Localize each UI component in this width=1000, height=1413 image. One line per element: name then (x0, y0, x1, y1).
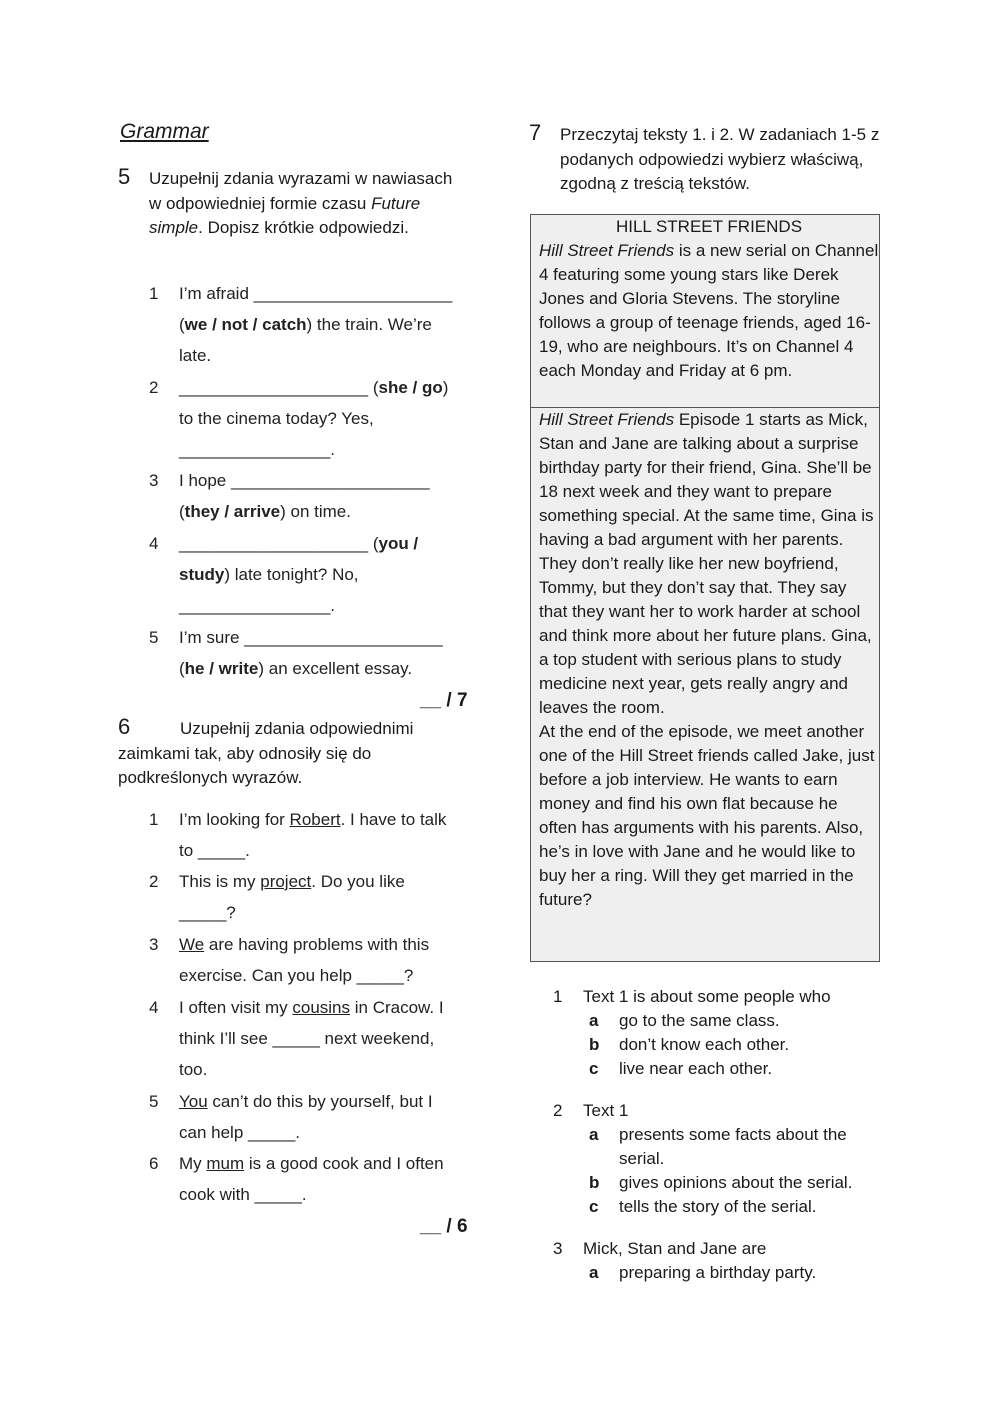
exercise-5-item: 1 I’m afraid _____________________ (we / not / catch) the train. We’re late. (149, 278, 479, 373)
exercise-6-score: __ / 6 (420, 1216, 468, 1237)
answer-option[interactable]: a presents some facts about the serial. (589, 1125, 847, 1168)
exercise-6-item: 2 This is my project. Do you like _____? (149, 866, 479, 930)
text-2-body-2: At the end of the episode, we meet another one of the Hill Street friends called Jake, just before a job interview. He wants to earn money and find his own flat because he often has arguments with his parents. Also, he’s in love with Jane and he would like to buy her a ring. Will they get married in the future? (539, 722, 875, 909)
text-1-box (530, 214, 880, 408)
text-2-box (530, 407, 880, 962)
exercise-7-number: 7 (529, 120, 542, 145)
item-line[interactable]: I hope _____________________ (179, 471, 430, 490)
item-line[interactable]: to _____. (179, 841, 250, 860)
question: 3 Mick, Stan and Jane are a preparing a birthday party. (553, 1239, 817, 1282)
item-line: too. (179, 1060, 208, 1079)
exercise-5-item: 5 I’m sure _____________________ (he / write) an excellent essay. (149, 622, 479, 686)
item-line: We are having problems with this (179, 935, 430, 954)
text-1-title: HILL STREET FRIENDS (615, 217, 803, 236)
section-heading: Grammar (120, 120, 209, 143)
item-line: I’m looking for Robert. I have to talk (179, 810, 447, 829)
item-line[interactable]: I’m sure _____________________ (179, 628, 443, 647)
item-line: I often visit my cousins in Cracow. I (179, 998, 444, 1017)
item-line: (we / not / catch) the train. We’re (179, 315, 432, 334)
exercise-5-item: 4 ____________________ (you / study) late tonight? No, ________________. (149, 528, 479, 623)
exercise-6-number: 6 (118, 714, 131, 739)
text-1-body: Hill Street Friends is a new serial on Channel 4 featuring some young stars like Derek Jones and Gloria Stevens. The storyline follows a group of teenage friends, aged 16-19, who are neighbours. It’s on Channel 4 each Monday and Friday at 6 pm. (539, 241, 879, 380)
item-line: This is my project. Do you like (179, 872, 405, 891)
question: 2 Text 1 a presents some facts about the serial. b gives opinions about the serial. c tells the story of the serial. (553, 1099, 893, 1229)
item-line: My mum is a good cook and I often (179, 1154, 444, 1173)
item-line[interactable]: ____________________ (you / (179, 534, 419, 553)
item-line[interactable]: ________________. (179, 440, 335, 459)
item-line[interactable]: think I’ll see _____ next weekend, (179, 1029, 435, 1048)
exercise-6-item: 3 We are having problems with this exercise. Can you help _____? (149, 929, 479, 993)
item-line[interactable]: ____________________ (she / go) (179, 378, 449, 397)
item-line[interactable]: ________________. (179, 596, 335, 615)
item-line[interactable]: _____? (179, 903, 236, 922)
question: 1 Text 1 is about some people who a go to the same class. b don’t know each other. c live near each other. (553, 987, 831, 1078)
item-line[interactable]: exercise. Can you help _____? (179, 966, 414, 985)
exercise-5-instruction: Uzupełnij zdania wyrazami w nawiasach w odpowiedniej formie czasu Future simple. Dopisz krótkie odpowiedzi. (149, 169, 453, 237)
exercise-5-item: 3 I hope _____________________ (they / arrive) on time. (149, 465, 479, 529)
exercise-6-item: 6 My mum is a good cook and I often cook with _____. (149, 1148, 479, 1212)
item-line[interactable]: cook with _____. (179, 1185, 307, 1204)
exercise-6-item: 4 I often visit my cousins in Cracow. I think I’ll see _____ next weekend, too. (149, 992, 479, 1087)
exercise-5-number: 5 (118, 164, 131, 189)
item-line: study) late tonight? No, (179, 565, 359, 584)
item-line: (he / write) an excellent essay. (179, 659, 413, 678)
item-line: to the cinema today? Yes, (179, 409, 374, 428)
item-line: (they / arrive) on time. (179, 502, 351, 521)
item-line: late. (179, 346, 212, 365)
text-2-body: Hill Street Friends Episode 1 starts as Mick, Stan and Jane are talking about a surprise birthday party for their friend, Gina. She’ll be 18 next week and they want to prepare something special. At the same time, Gina is having a bad argument with her parents. They don’t really like her new boyfriend, Tommy, but they don’t say that. They say that they want her to work harder at school and think more about her future plans. Gina, a top student with serious plans to study medicine next year, gets really angry and leaves the room. (539, 410, 874, 717)
item-line[interactable]: I’m afraid _____________________ (179, 284, 453, 303)
exercise-7-instruction: Przeczytaj teksty 1. i 2. W zadaniach 1-5 z podanych odpowiedzi wybierz właściwą, zgodną z treścią tekstów. (560, 125, 880, 193)
exercise-5-score: __ / 7 (420, 690, 468, 711)
exercise-5-item: 2 ____________________ (she / go) to the cinema today? Yes, ________________. (149, 372, 479, 467)
item-line: You can’t do this by yourself, but I (179, 1092, 433, 1111)
exercise-6-instruction: Uzupełnij zdania odpowiednimi zaimkami tak, aby odnosiły się do podkreślonych wyrazów. (118, 719, 414, 787)
item-line[interactable]: can help _____. (179, 1123, 300, 1142)
exercise-6-item: 5 You can’t do this by yourself, but I can help _____. (149, 1086, 479, 1150)
exercise-6-item: 1 I’m looking for Robert. I have to talk to _____. (149, 804, 479, 868)
